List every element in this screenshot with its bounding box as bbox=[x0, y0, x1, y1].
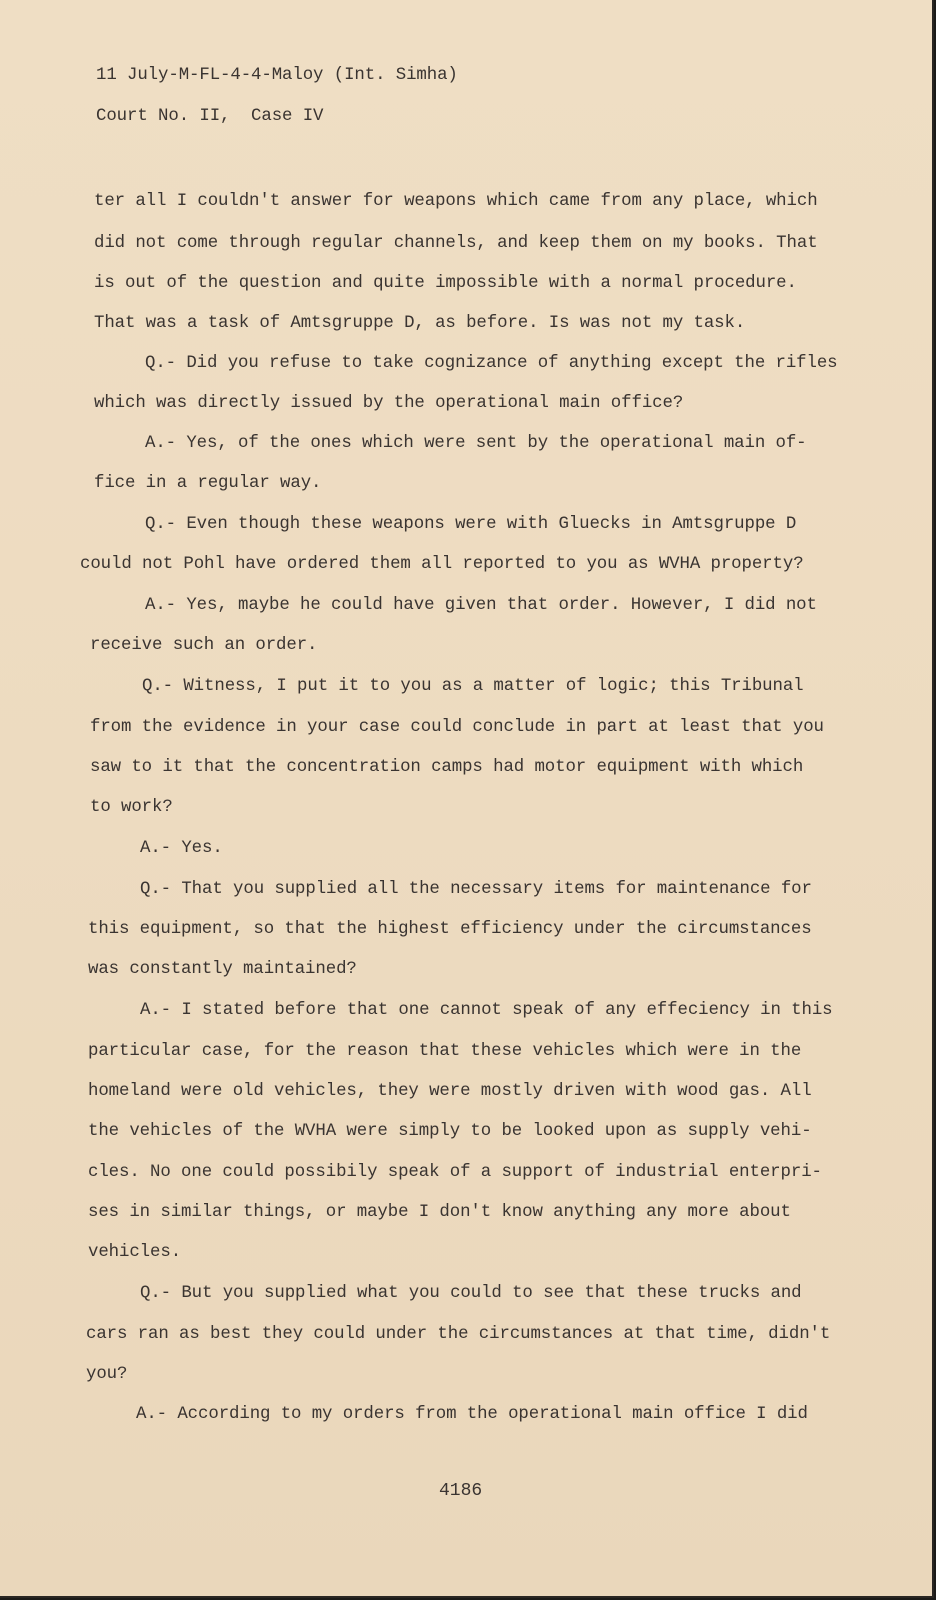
text-line: could not Pohl have ordered them all reported to you as WVHA property? bbox=[80, 555, 804, 574]
text-line: That was a task of Amtsgruppe D, as before. Is was not my task. bbox=[94, 314, 746, 333]
text-line: fice in a regular way. bbox=[94, 474, 322, 493]
text-line: particular case, for the reason that these vehicles which were in the bbox=[88, 1042, 802, 1061]
text-line: the vehicles of the WVHA were simply to be looked upon as supply vehi- bbox=[88, 1122, 812, 1141]
text-line: saw to it that the concentration camps had motor equipment with which bbox=[90, 758, 804, 777]
answer-line: A.- According to my orders from the operational main office I did bbox=[136, 1405, 808, 1424]
text-line: this equipment, so that the highest efficiency under the circumstances bbox=[88, 920, 812, 939]
page-number: 4186 bbox=[439, 1481, 483, 1501]
question-line: Q.- But you supplied what you could to see that these trucks and bbox=[140, 1284, 802, 1303]
text-line: receive such an order. bbox=[90, 636, 318, 655]
text-line: from the evidence in your case could conclude in part at least that you bbox=[90, 718, 824, 737]
text-line: ses in similar things, or maybe I don't know anything any more about bbox=[88, 1203, 791, 1222]
text-line: to work? bbox=[90, 798, 173, 817]
answer-line: A.- Yes, of the ones which were sent by the operational main of- bbox=[145, 434, 807, 453]
text-line: cles. No one could possibily speak of a support of industrial enterpri- bbox=[88, 1163, 822, 1182]
text-line: vehicles. bbox=[88, 1243, 182, 1262]
text-line: you? bbox=[86, 1365, 128, 1384]
text-line: which was directly issued by the operational main office? bbox=[94, 394, 684, 413]
question-line: Q.- That you supplied all the necessary items for maintenance for bbox=[140, 880, 812, 899]
text-line: cars ran as best they could under the circumstances at that time, didn't bbox=[86, 1325, 831, 1344]
question-line: Q.- Even though these weapons were with Gluecks in Amtsgruppe D bbox=[145, 515, 797, 534]
text-line: is out of the question and quite impossible with a normal procedure. bbox=[94, 274, 797, 293]
court-line: Court No. II, Case IV bbox=[96, 107, 324, 126]
text-line: did not come through regular channels, and keep them on my books. That bbox=[94, 234, 818, 253]
question-line: Q.- Did you refuse to take cognizance of anything except the rifles bbox=[145, 354, 838, 373]
case-reference: 11 July-M-FL-4-4-Maloy (Int. Simha) bbox=[96, 66, 458, 85]
question-line: Q.- Witness, I put it to you as a matter of logic; this Tribunal bbox=[142, 677, 804, 696]
answer-line: A.- Yes, maybe he could have given that order. However, I did not bbox=[145, 596, 817, 615]
text-line: ter all I couldn't answer for weapons which came from any place, which bbox=[94, 192, 818, 211]
text-line: homeland were old vehicles, they were mostly driven with wood gas. All bbox=[88, 1082, 812, 1101]
answer-line: A.- I stated before that one cannot speak of any effeciency in this bbox=[140, 1001, 833, 1020]
answer-line: A.- Yes. bbox=[140, 839, 223, 858]
text-line: was constantly maintained? bbox=[88, 960, 357, 979]
